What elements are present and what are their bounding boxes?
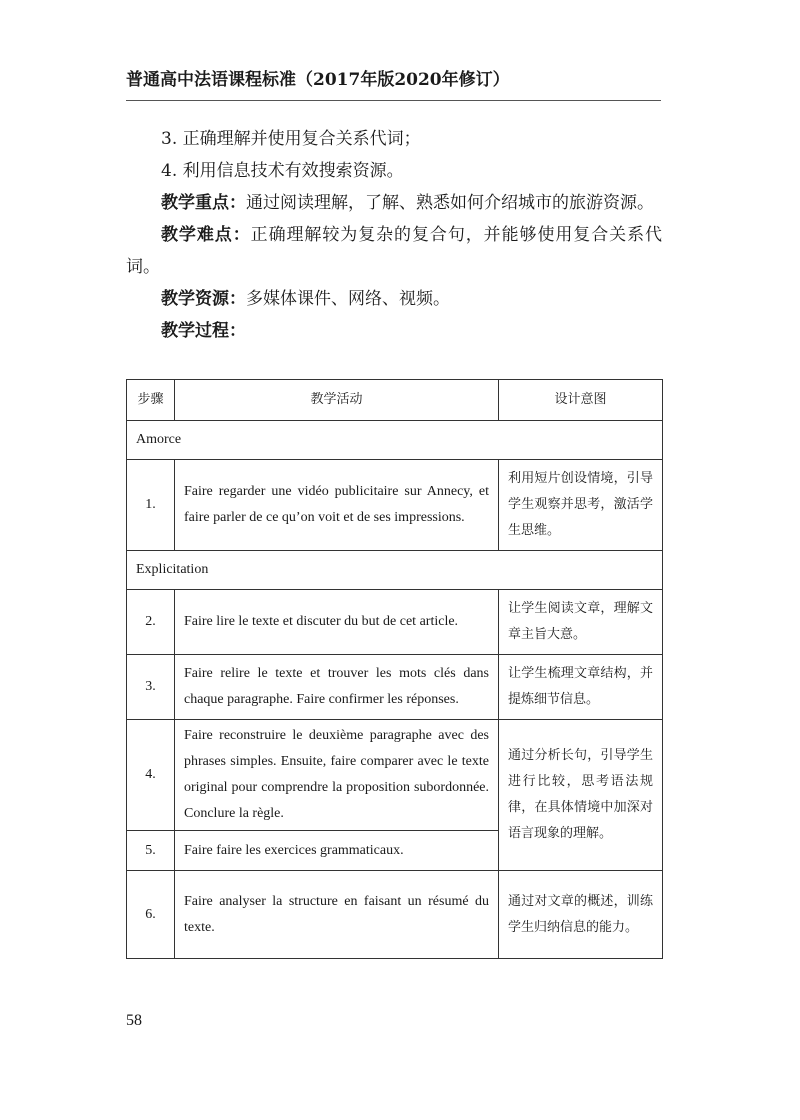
process-paragraph [126,315,662,347]
table-row [127,590,663,655]
difficulty-paragraph [126,219,662,283]
resources-paragraph [126,283,662,315]
step-cell: 2. [127,590,175,655]
step-cell: 3. [127,655,175,720]
table-row [127,871,663,959]
section-explicitation: Explicitation [127,551,663,590]
key-point-label: 教学重点： [161,193,246,213]
activity-cell: Faire lire le texte et discuter du but de cet article. [175,590,499,655]
table-row [127,655,663,720]
header-activity: 教学活动 [175,380,499,421]
intent-cell: 利用短片创设情境，引导学生观察并思考，激活学生思维。 [499,460,663,551]
header-step: 步骤 [127,380,175,421]
intent-cell: 通过分析长句，引导学生进行比较，思考语法规律，在具体情境中加深对语言现象的理解。 [499,720,663,871]
body-text [126,123,662,347]
activity-cell: Faire analyser la structure en faisant un résumé du texte. [175,871,499,959]
intent-cell: 让学生梳理文章结构，并提炼细节信息。 [499,655,663,720]
header-rule [126,100,661,101]
activity-cell: Faire relire le texte et trouver les mots clés dans chaque paragraphe. Faire confirmer les réponses. [175,655,499,720]
step-cell: 5. [127,831,175,871]
running-header: 普通高中法语课程标准（2017年版2020年修订） [126,70,510,90]
activity-cell: Faire reconstruire le deuxième paragraphe avec des phrases simples. Ensuite, faire comparer avec le texte original pour comprendre la proposition subordonnée. Conclure la règle. [175,720,499,831]
difficulty-label: 教学难点： [161,225,251,245]
page-number: 58 [126,1012,142,1029]
step-cell: 6. [127,871,175,959]
section-row-explicitation [127,551,663,590]
resources-label: 教学资源： [161,289,246,309]
table-row [127,720,663,831]
step-cell: 4. [127,720,175,831]
process-label: 教学过程： [161,321,246,341]
list-item-4: 4. 利用信息技术有效搜索资源。 [161,161,404,181]
intent-cell: 让学生阅读文章，理解文章主旨大意。 [499,590,663,655]
header-intent: 设计意图 [499,380,663,421]
key-point-text: 通过阅读理解，了解、熟悉如何介绍城市的旅游资源。 [246,193,654,213]
difficulty-text: 正确理解较为复杂的复合句，并能够使用复合关系代词。 [126,225,663,277]
teaching-process-table [126,379,663,959]
step-cell: 1. [127,460,175,551]
resources-text: 多媒体课件、网络、视频。 [246,289,450,309]
section-row-amorce [127,421,663,460]
list-item-3: 3. 正确理解并使用复合关系代词； [161,129,421,149]
section-amorce: Amorce [127,421,663,460]
activity-cell: Faire faire les exercices grammaticaux. [175,831,499,871]
intent-cell: 通过对文章的概述，训练学生归纳信息的能力。 [499,871,663,959]
table-row [127,460,663,551]
table-header-row [127,380,663,421]
activity-cell: Faire regarder une vidéo publicitaire sur Annecy, et faire parler de ce qu’on voit et de ses impressions. [175,460,499,551]
key-point-paragraph [126,187,662,219]
